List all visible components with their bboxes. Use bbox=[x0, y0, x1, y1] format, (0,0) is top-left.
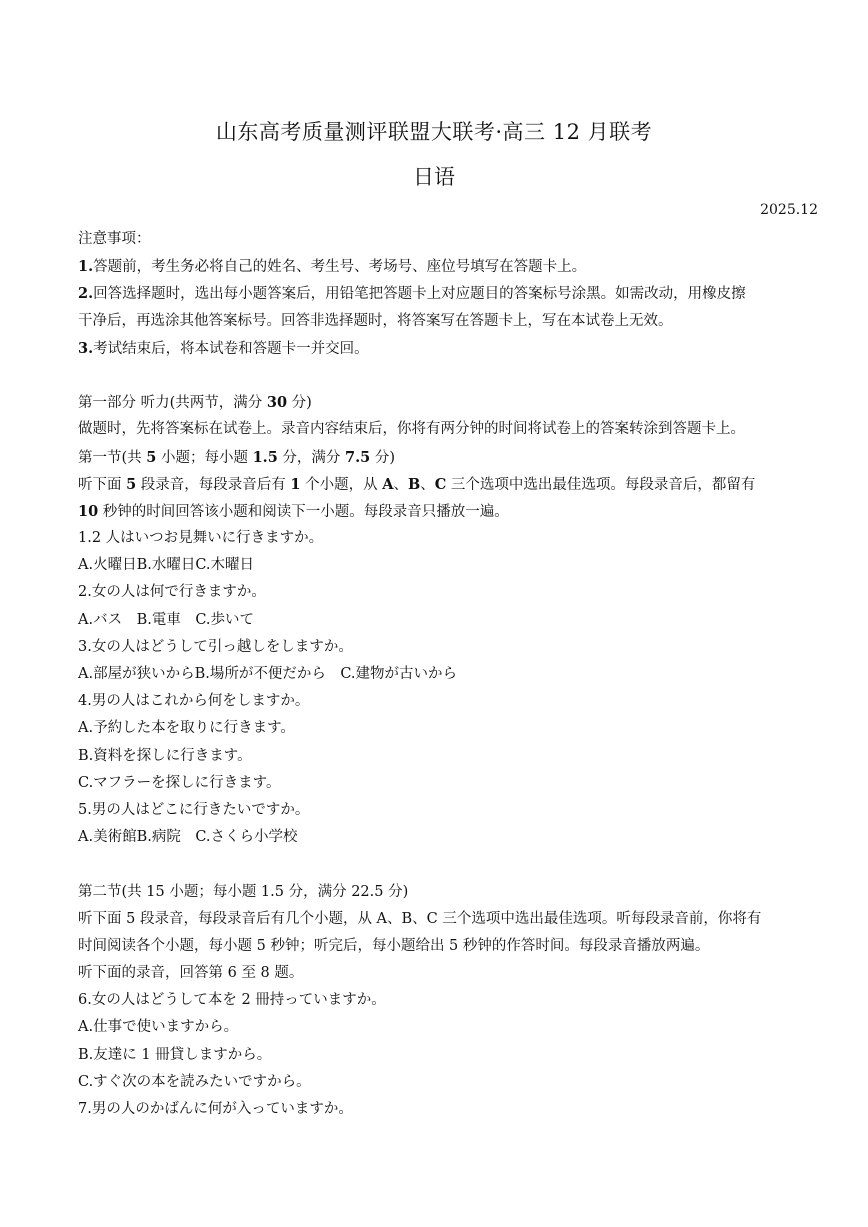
section2-title: 第二节(共 15 小题；每小题 1.5 分，满分 22.5 分) bbox=[78, 883, 409, 900]
notice-item-2: 2.回答选择题时，选出每小题答案后，用铅笔把答题卡上对应题目的答案标号涂黑。如需改动，用橡皮擦 bbox=[78, 285, 746, 303]
listen-instruction: 听下面的录音，回答第 6 至 8 题。 bbox=[78, 965, 304, 982]
exam-body bbox=[78, 226, 798, 1123]
question-line: 3.女の人はどうして引っ越しをしますか。 bbox=[78, 638, 353, 655]
answer-option: B.友達に 1 冊貸しますから。 bbox=[78, 1046, 272, 1063]
question-line: 4.男の人はこれから何をしますか。 bbox=[78, 693, 310, 710]
notice-heading: 注意事项： bbox=[78, 231, 151, 247]
section1-title: 第一节(共 5 小题；每小题 1.5 分，满分 7.5 分) bbox=[78, 448, 396, 466]
question-line: 2.女の人は何で行きますか。 bbox=[78, 584, 266, 601]
part1-instruction: 做题时，先将答案标在试卷上。录音内容结束后，你将有两分钟的时间将试卷上的答案转涂到答题卡上。 bbox=[78, 421, 745, 438]
spacer bbox=[78, 851, 798, 878]
question-line: 1.2 人はいつお見舞いに行きますか。 bbox=[78, 530, 324, 547]
question-line: 5.男の人はどこに行きたいですか。 bbox=[78, 801, 310, 818]
notice-item-2-cont: 干净后，再选涂其他答案标号。回答非选择题时，将答案写在答题卡上，写在本试卷上无效。 bbox=[78, 312, 673, 329]
notice-item-3: 3.考试结束后，将本试卷和答题卡一并交回。 bbox=[78, 339, 369, 357]
answer-options: A.バス B.電車 C.歩いて bbox=[78, 611, 255, 628]
answer-options: A.美術館B.病院 C.さくら小学校 bbox=[78, 829, 298, 846]
answer-option: C.すぐ次の本を読みたいですから。 bbox=[78, 1073, 311, 1090]
section2-directions: 听下面 5 段录音，每段录音后有几个小题，从 A、B、C 三个选项中选出最佳选项。听每段录音前，你将有 bbox=[78, 910, 762, 927]
spacer bbox=[78, 362, 798, 389]
answer-options: A.火曜日B.水曜日C.木曜日 bbox=[78, 557, 255, 574]
section1-directions: 听下面 5 段录音，每段录音后有 1 个小题，从 A、B、C 三个选项中选出最佳选项。每段录音后，都留有 bbox=[78, 475, 756, 493]
answer-option: A.仕事で使いますから。 bbox=[78, 1019, 239, 1036]
question-line: 7.男の人のかばんに何が入っていますか。 bbox=[78, 1101, 353, 1117]
exam-subject: 日语 bbox=[413, 165, 455, 189]
exam-date: 2025.12 bbox=[760, 202, 818, 218]
answer-option: A.予約した本を取りに行きます。 bbox=[78, 720, 295, 737]
section2-directions-cont: 时间阅读各个小题，每小题 5 秒钟；听完后，每小题给出 5 秒钟的作答时间。每段录音播放两遍。 bbox=[78, 937, 710, 954]
part1-title: 第一部分 听力(共两节，满分 30 分) bbox=[78, 394, 312, 412]
answer-options: A.部屋が狭いからB.場所が不便だから C.建物が古いから bbox=[78, 666, 458, 682]
answer-option: C.マフラーを探しに行きます。 bbox=[78, 774, 281, 791]
section1-directions-cont: 10 秒钟的时间回答该小题和阅读下一小题。每段录音只播放一遍。 bbox=[78, 502, 509, 520]
question-line: 6.女の人はどうして本を 2 冊持っていますか。 bbox=[78, 992, 386, 1009]
exam-title: 山东高考质量测评联盟大联考·高三 12 月联考 bbox=[215, 120, 653, 144]
answer-option: B.資料を探しに行きます。 bbox=[78, 747, 252, 764]
notice-item-1: 1.答题前，考生务必将自己的姓名、考生号、考场号、座位号填写在答题卡上。 bbox=[78, 258, 587, 276]
